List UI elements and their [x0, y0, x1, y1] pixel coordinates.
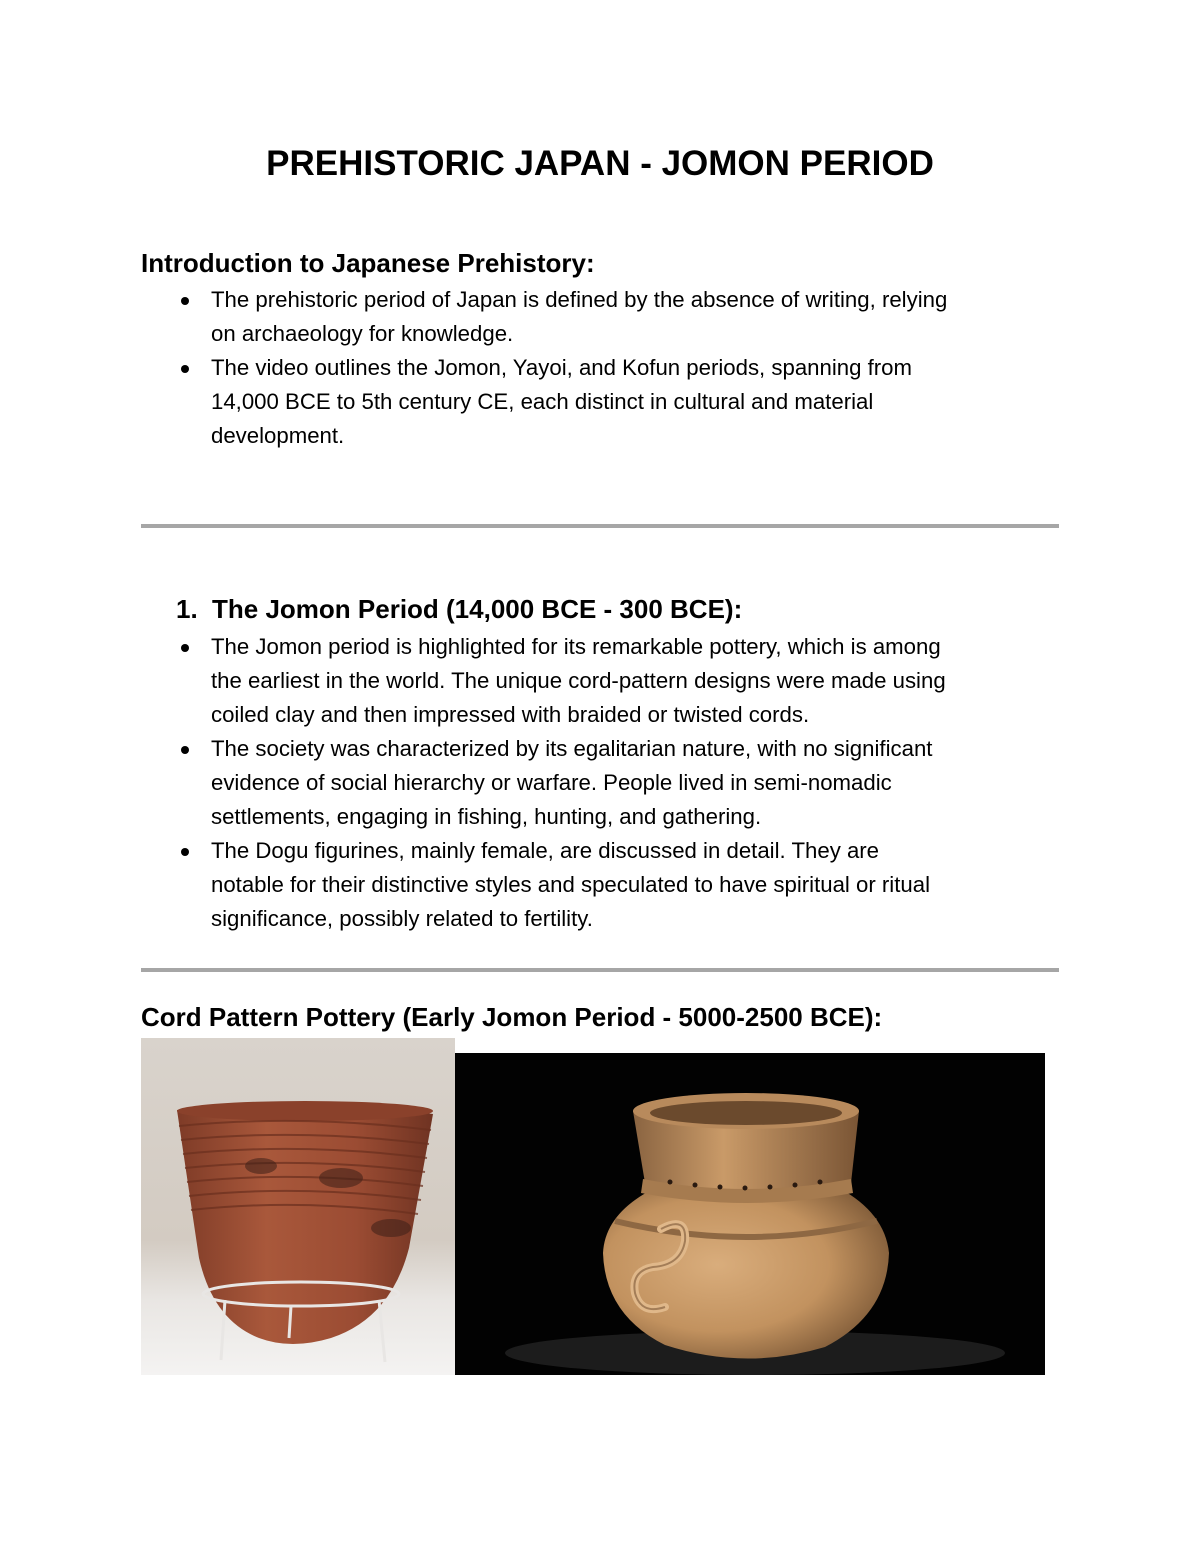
horizontal-divider	[141, 524, 1059, 528]
intro-heading: Introduction to Japanese Prehistory:	[141, 248, 595, 278]
list-number: 1.	[176, 594, 198, 624]
list-item: The prehistoric period of Japan is defined by the absence of writing, relying on archaeology for knowledge.	[141, 283, 1101, 351]
list-item: The Jomon period is highlighted for its remarkable pottery, which is among the earliest in the world. The unique cord-pattern designs were made using coiled clay and then impressed with braided or twisted cords.	[141, 630, 1101, 732]
bullet-icon	[181, 297, 189, 305]
page-title: PREHISTORIC JAPAN - JOMON PERIOD	[266, 144, 934, 183]
pottery-heading: Cord Pattern Pottery (Early Jomon Period - 5000-2500 BCE):	[141, 1002, 883, 1032]
bullet-icon	[181, 848, 189, 856]
bullet-icon	[181, 365, 189, 373]
cord-pattern-pot-photo	[141, 1038, 455, 1375]
intro-bullet-list	[141, 283, 1101, 453]
list-item: The Dogu figurines, mainly female, are discussed in detail. They are notable for their distinctive styles and speculated to have spiritual or ritual significance, possibly related to fertility.	[141, 834, 1101, 936]
jomon-vessel-photo	[455, 1053, 1045, 1375]
jomon-heading: 1. The Jomon Period (14,000 BCE - 300 BCE):	[176, 594, 743, 624]
bullet-icon	[181, 644, 189, 652]
list-item: The society was characterized by its egalitarian nature, with no significant evidence of social hierarchy or warfare. People lived in semi-nomadic settlements, engaging in fishing, hunting, and gathering.	[141, 732, 1101, 834]
list-item: The video outlines the Jomon, Yayoi, and Kofun periods, spanning from 14,000 BCE to 5th century CE, each distinct in cultural and material development.	[141, 351, 1101, 453]
jomon-bullet-list	[141, 630, 1101, 936]
bullet-icon	[181, 746, 189, 754]
horizontal-divider	[141, 968, 1059, 972]
